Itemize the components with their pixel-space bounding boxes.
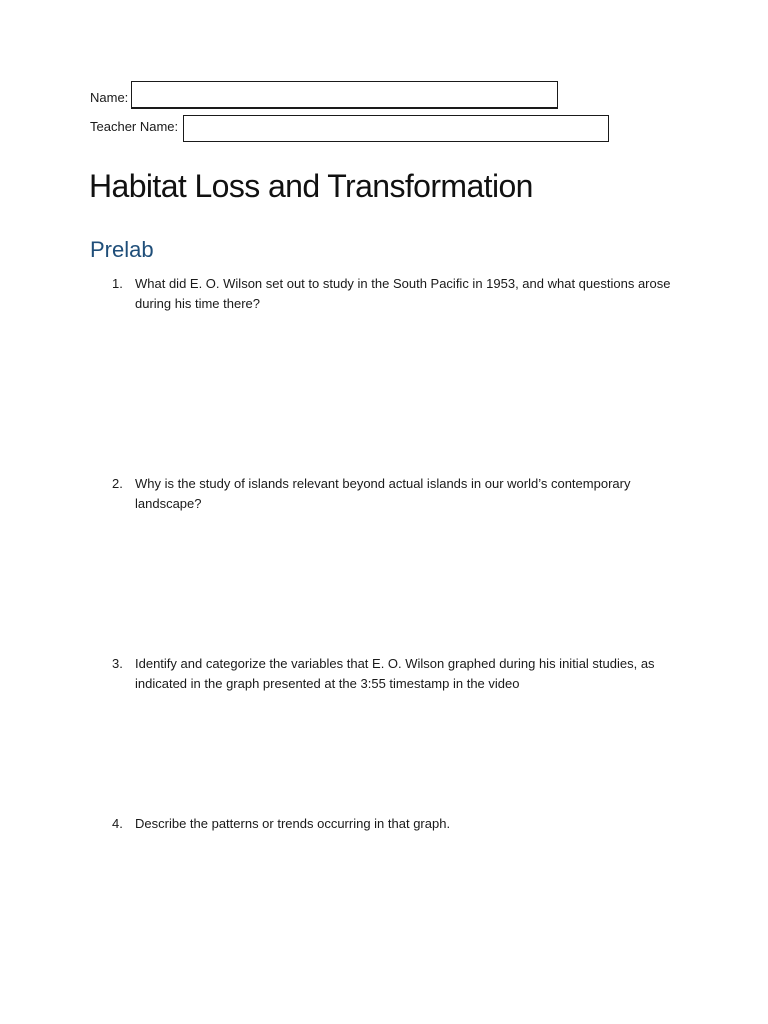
teacher-name-label: Teacher Name: [90, 119, 179, 134]
question-text: What did E. O. Wilson set out to study in the South Pacific in 1953, and what questions arose during his time there? [135, 276, 671, 311]
name-field[interactable] [131, 81, 558, 108]
question-text: Describe the patterns or trends occurring in that graph. [135, 816, 451, 831]
question-number: 2. [112, 476, 123, 491]
question-number: 4. [112, 816, 123, 831]
list-item [112, 654, 672, 694]
section-heading-prelab: Prelab [90, 237, 154, 262]
question-text: Identify and categorize the variables that E. O. Wilson graphed during his initial studies, as indicated in the graph presented at the 3:55 timestamp in the video [135, 656, 655, 691]
list-item [112, 474, 672, 514]
list-item [112, 814, 672, 834]
list-item [112, 274, 672, 314]
name-label: Name: [90, 90, 129, 105]
teacher-name-field[interactable] [183, 115, 609, 142]
question-text: Why is the study of islands relevant beyond actual islands in our world’s contemporary landscape? [135, 476, 631, 511]
question-number: 3. [112, 656, 123, 671]
question-number: 1. [112, 276, 123, 291]
page-title: Habitat Loss and Transformation [89, 168, 533, 204]
